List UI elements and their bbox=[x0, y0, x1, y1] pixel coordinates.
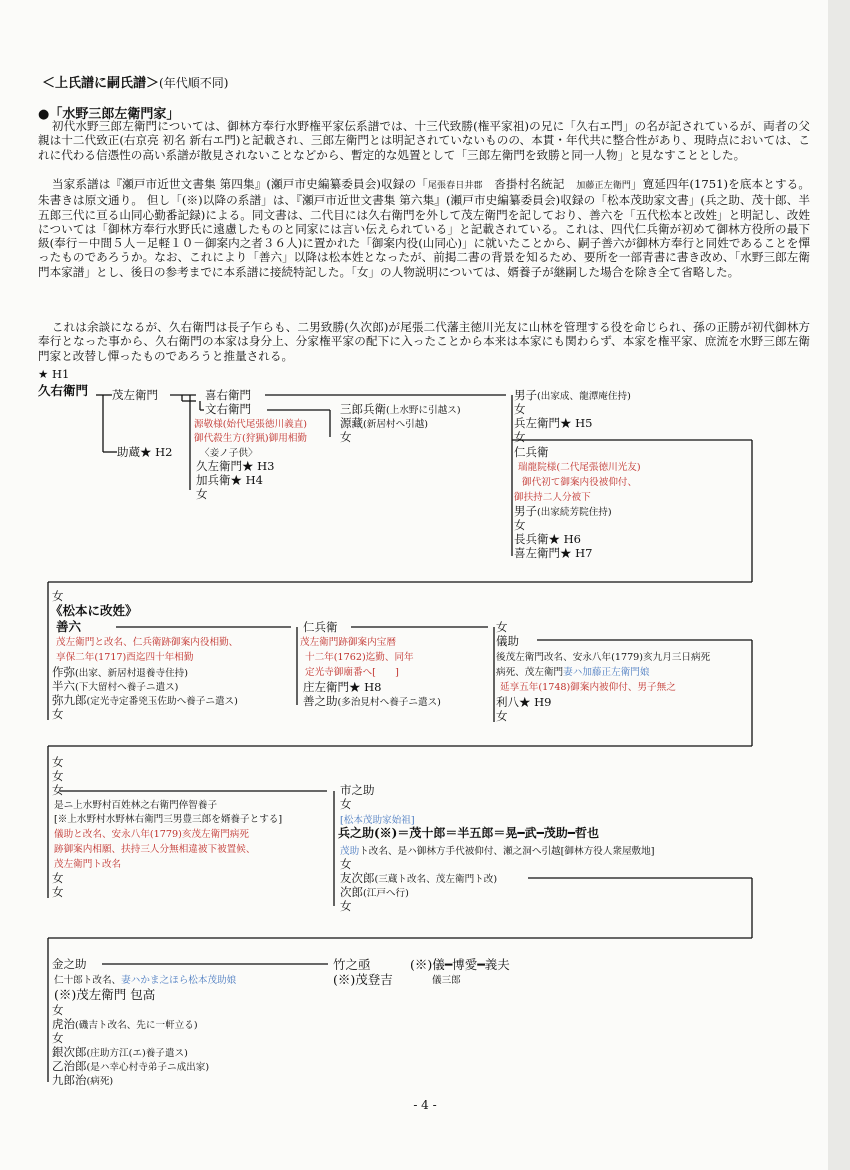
note-red: 御扶持二人分被下 bbox=[514, 492, 591, 503]
note-red: 十二年(1762)迄勤、同年 bbox=[305, 652, 414, 663]
person-onna: 女 bbox=[52, 885, 64, 899]
note-red: 御代初て御案内役被仰付、 bbox=[522, 477, 638, 488]
person-onna: 女 bbox=[340, 899, 352, 913]
person-zennosuke: 善之助(多治見村へ養子ニ遣ス) bbox=[303, 694, 441, 708]
person-jiro: 次郎(江戸へ行) bbox=[340, 885, 409, 899]
note-red: 茂左衛門と改名、仁兵衛跡御案内役相勤、 bbox=[56, 637, 239, 648]
person-sakuya: 作弥(出家、新居村退養寺住持) bbox=[52, 665, 189, 679]
person-nihei-2: 仁兵衛 bbox=[303, 620, 338, 634]
person-onna: 女 bbox=[496, 709, 508, 723]
note-small: 仁十郎ト改名、妻ハかま之ほら松本茂助娘 bbox=[54, 975, 237, 986]
page-heading: ＜上氏譜に嗣氏譜＞(年代順不同) bbox=[42, 76, 229, 91]
note-red: 茂左衛門ト改名 bbox=[54, 859, 122, 870]
child-suke: 助蔵★ H2 bbox=[117, 445, 173, 459]
person-kahei: 加兵衛★ H4 bbox=[196, 473, 264, 487]
person-takenojo: 竹之亟 bbox=[333, 957, 371, 972]
person-tomojiro: 友次郎(三蔵ト改名、茂左衛門ト改) bbox=[340, 871, 498, 885]
person-onna: 女 bbox=[52, 1003, 64, 1017]
intro-paragraph-2: 当家系譜は『瀬戸市近世文書集 第四集』(瀬戸市史編纂委員会)収録の「尾張春日井郡 沓掛村名統記 加藤正左衛門」寛延四年(1751)を底本とする。朱書きは原文通り。 但し「(※)以降の系譜」は、『瀬戸市近世文書集 第六集』(瀬戸市史編纂委員会)収録の「松本茂助家文書」(兵之助、茂十郎、半五郎三代に亘る山同心勤番記録)による。同文書は、二代目には久右衛門を外して茂左衛門を記しており、善六を「五代松本と改姓」と明記し、改姓については「御林方奉行水野氏に遠慮したものと同家には言い伝えられている」と記載されている。これは、四代仁兵衛が初めて御林方役所の最下級(奉行－中間５人－足軽１０－御案内之者３６人)に置かれた「御案内役(山同心)」に就いたことから、嗣子善六が御林方奉行と同姓であることを憚ったものであろうか。なお、これにより「善六」以降は松本姓となったが、前掲二書の背景を知るため、要所を一部青書に書き改め、「水野三郎左衛門本家譜」とし、後日の参考までに本系譜に接続特記した。「女」の人物説明については、婿養子が継嗣した場合を除き全て省略した。 bbox=[38, 177, 810, 279]
person-ichinosuke: 市之助 bbox=[340, 783, 375, 797]
child-moza: 茂左衛門 bbox=[112, 388, 158, 402]
person-nihei: 仁兵衛 bbox=[514, 445, 549, 459]
person-onna: 女 bbox=[340, 430, 352, 444]
note-red: 源敬様(始代尾張徳川義直) bbox=[194, 419, 308, 430]
person-gisuke: 儀助 bbox=[496, 634, 519, 648]
note-red: 延享五年(1748)御案内被仰付、男子無之 bbox=[500, 682, 676, 693]
person-kiemon: 喜右衛門 bbox=[205, 388, 251, 402]
person-hyonosuke-line: 兵之助(※)＝茂十郎＝半五郎＝晃━武━茂助━哲也 bbox=[338, 826, 600, 840]
person-onna: 女 bbox=[52, 589, 64, 603]
person-toraji: 虎治(磯吉ト改名、先に一軒立る) bbox=[52, 1017, 198, 1031]
note-small: 病死、茂左衛門妻ハ加藤正左衛門娘 bbox=[496, 667, 650, 678]
person-danshi: 男子(出家続芳院住持) bbox=[514, 504, 612, 518]
person-kizae: 喜左衛門★ H7 bbox=[514, 546, 593, 560]
person-gi-line: (※)儀━博愛━義夫 bbox=[410, 957, 510, 972]
person-onna: 女 bbox=[514, 518, 526, 532]
note-red: 定光寺御廟番へ[ ] bbox=[305, 667, 399, 678]
note-small: [※上水野村水野林右衛門三男豊三郎を婿養子とする] bbox=[54, 814, 283, 825]
person-rihachi: 利八★ H9 bbox=[496, 695, 552, 709]
person-heizae: 兵左衛門★ H5 bbox=[514, 416, 593, 430]
founder-name: 久右衛門 bbox=[38, 383, 89, 398]
person-kuroji: 九郎治(病死) bbox=[52, 1073, 114, 1087]
intro-paragraph-1: 初代水野三郎左衛門については、御林方奉行水野権平家伝系譜では、十三代致勝(権平家祖)の兄に「久右エ門」の名が記されているが、両者の父親は十二代致正(右京亮 初名 新右エ門)と記載され、三郎左衛門とは明記されていないものの、本貫・年代共に整合性があり、現時点においては、これに代わる信憑性の高い系譜が散見されないことなどから、暫定的な処置として「三郎左衛門を致勝と同一人物」と見なすこととした。 bbox=[38, 119, 810, 162]
person-onna: 女 bbox=[514, 402, 526, 416]
note-small: 儀三郎 bbox=[432, 975, 461, 986]
person-onna: 女 bbox=[52, 707, 64, 721]
section-title: ●「水野三郎左衛門家」 bbox=[38, 107, 180, 122]
note-red: 御代殺生方(狩猟)御用相勤 bbox=[194, 433, 308, 444]
note-red: 跡御案内相願、扶持三人分無相違被下被置候、 bbox=[54, 844, 256, 855]
note-red: 瑞龍院様(二代尾張徳川光友) bbox=[518, 462, 641, 473]
person-onna: 女 bbox=[52, 871, 64, 885]
person-otojiro: 乙治郎(是ハ幸心村寺弟子ニ成出家) bbox=[52, 1059, 210, 1073]
person-onna: 女 bbox=[340, 797, 352, 811]
note-small: 〈妾ノ子供〉 bbox=[200, 448, 258, 459]
person-onna: 女 bbox=[340, 857, 352, 871]
person-danshi: 男子(出家成、龍潭庵住持) bbox=[514, 388, 631, 402]
intro-paragraph-3: これは余談になるが、久右衛門は長子乍らも、二男致勝(久次郎)が尾張二代藩主徳川光友に山林を管理する役を命じられ、孫の正勝が初代御林方奉行となった事から、久右衛門の本家は身分上、分家権平家の配下に入ったことから本来は本家にも関わらず、本家を権平家、庶流を水野三郎左衛門家と改替し憚ったものであろうと推量される。 bbox=[38, 320, 810, 363]
surname-change: 《松本に改姓》 bbox=[50, 603, 138, 618]
note-red: 儀助と改名、安永八年(1779)亥茂左衛門病死 bbox=[54, 829, 249, 840]
person-onna: 女 bbox=[52, 783, 64, 797]
person-motokichi: (※)茂登吉 bbox=[333, 972, 393, 987]
note-small: 是ニ上水野村百姓林之右衛門倅智養子 bbox=[54, 800, 218, 811]
person-onna: 女 bbox=[496, 620, 508, 634]
person-genzo: 源藏(新居村へ引越) bbox=[340, 416, 429, 430]
person-shoza: 庄左衛門★ H8 bbox=[303, 680, 382, 694]
person-chobei: 長兵衛★ H6 bbox=[514, 532, 582, 546]
person-onna: 女 bbox=[196, 487, 208, 501]
note-small: 後茂左衛門改名、安永八年(1779)亥九月三日病死 bbox=[496, 652, 711, 663]
person-onna: 女 bbox=[52, 1031, 64, 1045]
person-mozaemon-kanetaka: (※)茂左衛門 包高 bbox=[54, 987, 156, 1002]
person-kinnosuke: 金之助 bbox=[52, 957, 87, 971]
person-onna: 女 bbox=[514, 430, 526, 444]
note-blue: [松本茂助家始祖] bbox=[340, 815, 415, 826]
page-number: - 4 - bbox=[413, 1098, 437, 1112]
person-kyuza: 久左衛門★ H3 bbox=[196, 459, 275, 473]
person-zenroku: 善六 bbox=[56, 619, 82, 634]
person-onna: 女 bbox=[52, 769, 64, 783]
note-small: 茂助ト改名、是ハ御林方手代被仰付、瀬之洞へ引越[御林方役人衆屋敷地] bbox=[340, 846, 655, 857]
person-saburobei: 三郎兵衛(上水野に引越ス) bbox=[340, 402, 461, 416]
person-bunemon: 文右衛門 bbox=[205, 402, 251, 416]
person-ginjiro: 銀次郎(庄助方江(エ)養子遣ス) bbox=[52, 1045, 188, 1059]
head-star: ★ H1 bbox=[38, 367, 70, 381]
person-hanroku: 半六(下大留村へ養子ニ遣ス) bbox=[52, 679, 179, 693]
note-red: 享保二年(1717)酉迄四十年相勤 bbox=[56, 652, 194, 663]
person-onna: 女 bbox=[52, 755, 64, 769]
person-yakuro: 弥九郎(定光寺定番兇玉佐助へ養子ニ遣ス) bbox=[52, 693, 238, 707]
note-red: 茂左衛門跡御案内宝暦 bbox=[300, 637, 396, 648]
